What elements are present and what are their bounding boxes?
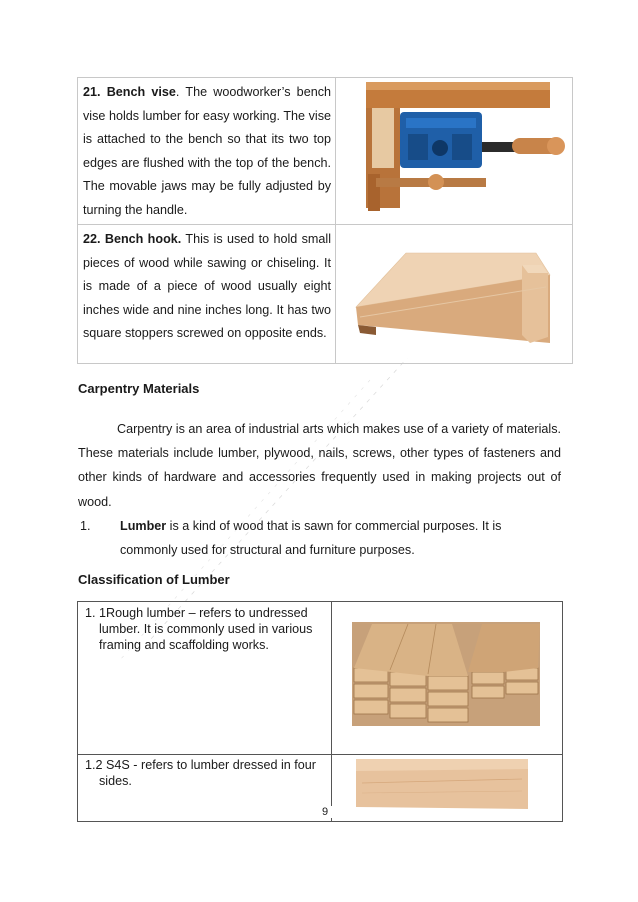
rough-lumber-image-cell [332,602,563,755]
table-row [78,225,573,364]
s4s-lumber-image [332,755,562,817]
table-row [78,78,573,225]
section-heading: Carpentry Materials [78,381,200,396]
rough-lumber-description [78,602,332,755]
list-body [120,514,520,562]
rough-lumber-image [332,602,562,750]
bench-vise-image-cell [336,78,573,225]
bench-hook-image-cell [336,225,573,364]
table-row [78,602,563,755]
bench-hook-description [78,225,336,364]
list-term: Lumber [120,519,167,533]
lumber-table [77,601,563,822]
rough-lumber-text: 1. 1Rough lumber – refers to undressed lumber. It is commonly used in various framing and scaffolding works. [85,606,313,652]
tools-table [77,77,573,364]
item-title: 21. Bench vise [83,85,176,99]
list-text: is a kind of wood that is sawn for commercial purposes. It is commonly used for structural and furniture purposes. [120,519,502,557]
item-text: . The woodworker’s bench vise holds lumber for easy working. The vise is attached to the bench so that its two top edges are flushed with the top of the bench. The movable jaws may be fully adjusted by turning the handle. [83,85,331,217]
s4s-description [78,755,332,822]
bench-vise-image [336,78,572,211]
item-text: This is used to hold small pieces of wood while sawing or chiseling. It is made of a piece of wood usually eight inches wide and nine inches long. It has two square stoppers screwed on opposite ends. [83,232,331,340]
page-number: 9 [312,806,338,818]
classification-heading: Classification of Lumber [78,572,230,587]
intro-paragraph: Carpentry is an area of industrial arts which makes use of a variety of materials. These materials include lumber, plywood, nails, screws, other types of fasteners and other kinds of hardware and accessories frequently used in making projects out of wood. [78,422,561,509]
bench-hook-image [336,225,572,358]
item-title: 22. Bench hook. [83,232,182,246]
s4s-text: 1.2 S4S - refers to lumber dressed in four sides. [85,758,316,788]
s4s-image-cell [332,755,563,822]
bench-vise-description [78,78,336,225]
list-number: 1. [80,519,91,533]
